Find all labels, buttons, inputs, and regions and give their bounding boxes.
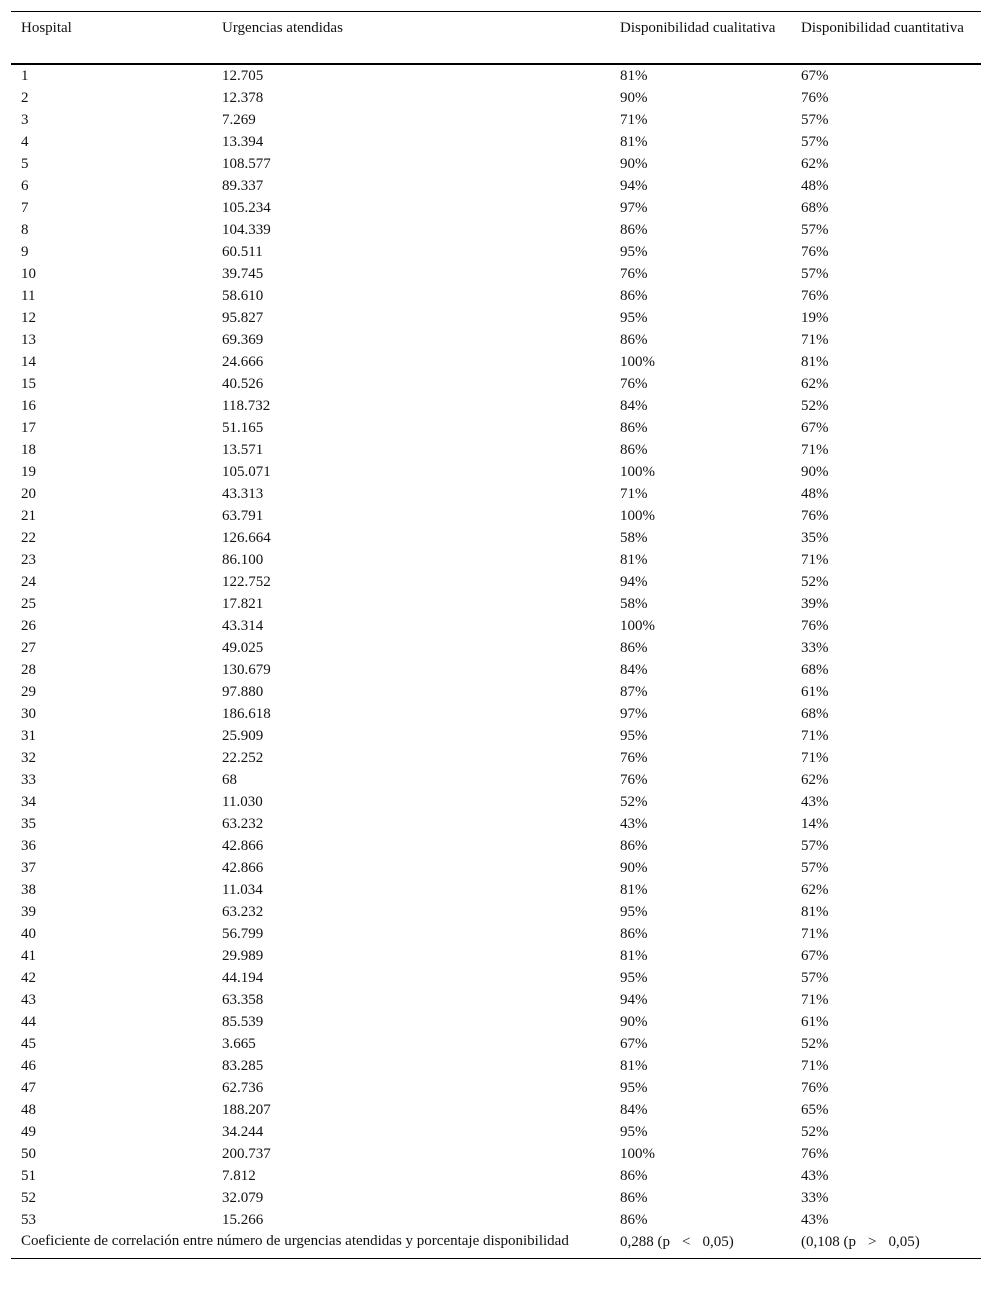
cell-disp-cualitativa: 76% xyxy=(620,771,648,788)
cell-disp-cualitativa: 95% xyxy=(620,903,648,920)
table-row xyxy=(11,175,981,197)
cell-hospital: 9 xyxy=(21,243,29,260)
cell-hospital: 19 xyxy=(21,463,36,480)
cell-urgencias: 105.234 xyxy=(222,199,271,216)
cell-hospital: 3 xyxy=(21,111,29,128)
cell-disp-cuantitativa: 62% xyxy=(801,155,829,172)
cell-urgencias: 130.679 xyxy=(222,661,271,678)
cell-hospital: 30 xyxy=(21,705,36,722)
cell-disp-cuantitativa: 52% xyxy=(801,1123,829,1140)
cell-urgencias: 104.339 xyxy=(222,221,271,238)
table-row xyxy=(11,571,981,593)
cell-urgencias: 43.314 xyxy=(222,617,264,634)
table-row xyxy=(11,1187,981,1209)
cell-hospital: 39 xyxy=(21,903,36,920)
cell-hospital: 41 xyxy=(21,947,36,964)
cell-urgencias: 7.812 xyxy=(222,1167,256,1184)
cell-urgencias: 86.100 xyxy=(222,551,264,568)
cell-hospital: 31 xyxy=(21,727,36,744)
cell-disp-cuantitativa: 76% xyxy=(801,507,829,524)
cell-disp-cuantitativa: 67% xyxy=(801,947,829,964)
cell-disp-cualitativa: 90% xyxy=(620,155,648,172)
table-row xyxy=(11,131,981,153)
cell-disp-cualitativa: 86% xyxy=(620,419,648,436)
table-row xyxy=(11,1055,981,1077)
cell-hospital: 18 xyxy=(21,441,36,458)
cell-urgencias: 13.394 xyxy=(222,133,264,150)
cell-disp-cualitativa: 76% xyxy=(620,749,648,766)
cell-disp-cuantitativa: 71% xyxy=(801,1057,829,1074)
cell-disp-cuantitativa: 81% xyxy=(801,353,829,370)
cell-hospital: 45 xyxy=(21,1035,36,1052)
cell-disp-cualitativa: 86% xyxy=(620,1211,648,1228)
cell-disp-cualitativa: 67% xyxy=(620,1035,648,1052)
cell-disp-cuantitativa: 61% xyxy=(801,683,829,700)
cell-disp-cualitativa: 97% xyxy=(620,705,648,722)
table-row xyxy=(11,901,981,923)
cell-hospital: 14 xyxy=(21,353,36,370)
data-table xyxy=(11,11,981,1259)
table-row xyxy=(11,329,981,351)
table-row xyxy=(11,681,981,703)
table-row xyxy=(11,725,981,747)
cell-disp-cuantitativa: 67% xyxy=(801,419,829,436)
cell-disp-cuantitativa: 52% xyxy=(801,573,829,590)
cell-urgencias: 63.232 xyxy=(222,815,264,832)
cell-urgencias: 29.989 xyxy=(222,947,264,964)
cell-disp-cualitativa: 100% xyxy=(620,507,655,524)
cell-disp-cuantitativa: 71% xyxy=(801,441,829,458)
cell-disp-cualitativa: 71% xyxy=(620,485,648,502)
table-row xyxy=(11,285,981,307)
cell-disp-cuantitativa: 71% xyxy=(801,925,829,942)
cell-hospital: 6 xyxy=(21,177,29,194)
cell-hospital: 51 xyxy=(21,1167,36,1184)
cell-urgencias: 122.752 xyxy=(222,573,271,590)
cell-disp-cualitativa: 90% xyxy=(620,859,648,876)
cell-hospital: 22 xyxy=(21,529,36,546)
cell-disp-cualitativa: 84% xyxy=(620,1101,648,1118)
cell-hospital: 50 xyxy=(21,1145,36,1162)
cell-disp-cuantitativa: 57% xyxy=(801,859,829,876)
cell-disp-cuantitativa: 62% xyxy=(801,771,829,788)
cell-disp-cualitativa: 100% xyxy=(620,1145,655,1162)
cell-hospital: 16 xyxy=(21,397,36,414)
cell-urgencias: 105.071 xyxy=(222,463,271,480)
header-disp-cuantitativa: Disponibilidad cuantitativa xyxy=(791,12,981,64)
cell-disp-cualitativa: 81% xyxy=(620,881,648,898)
table-row xyxy=(11,989,981,1011)
cell-urgencias: 56.799 xyxy=(222,925,264,942)
table-row xyxy=(11,64,981,87)
table-row xyxy=(11,615,981,637)
cell-disp-cuantitativa: 43% xyxy=(801,1211,829,1228)
cell-disp-cuantitativa: 57% xyxy=(801,969,829,986)
cell-urgencias: 17.821 xyxy=(222,595,264,612)
cell-disp-cualitativa: 76% xyxy=(620,375,648,392)
table-row xyxy=(11,659,981,681)
cell-urgencias: 34.244 xyxy=(222,1123,264,1140)
header-row xyxy=(11,12,981,64)
cell-hospital: 2 xyxy=(21,89,29,106)
cell-disp-cualitativa: 86% xyxy=(620,925,648,942)
cell-disp-cuantitativa: 52% xyxy=(801,397,829,414)
cell-disp-cualitativa: 81% xyxy=(620,133,648,150)
correlation-qual xyxy=(610,1231,791,1259)
cell-hospital: 29 xyxy=(21,683,36,700)
cell-urgencias: 83.285 xyxy=(222,1057,264,1074)
cell-disp-cualitativa: 95% xyxy=(620,309,648,326)
cell-disp-cualitativa: 58% xyxy=(620,529,648,546)
table-row xyxy=(11,395,981,417)
cell-urgencias: 186.618 xyxy=(222,705,271,722)
cell-disp-cuantitativa: 43% xyxy=(801,1167,829,1184)
table-row xyxy=(11,263,981,285)
cell-disp-cuantitativa: 68% xyxy=(801,199,829,216)
cell-disp-cualitativa: 97% xyxy=(620,199,648,216)
table-header xyxy=(11,12,981,64)
cell-disp-cualitativa: 90% xyxy=(620,1013,648,1030)
cell-hospital: 49 xyxy=(21,1123,36,1140)
cell-hospital: 36 xyxy=(21,837,36,854)
cell-urgencias: 108.577 xyxy=(222,155,271,172)
table-row xyxy=(11,967,981,989)
table-row xyxy=(11,593,981,615)
cell-urgencias: 68 xyxy=(222,771,237,788)
cell-disp-cualitativa: 58% xyxy=(620,595,648,612)
cell-disp-cualitativa: 87% xyxy=(620,683,648,700)
cell-hospital: 25 xyxy=(21,595,36,612)
cell-hospital: 37 xyxy=(21,859,36,876)
table-body xyxy=(11,64,981,1231)
cell-hospital: 53 xyxy=(21,1211,36,1228)
cell-urgencias: 22.252 xyxy=(222,749,264,766)
cell-disp-cualitativa: 100% xyxy=(620,463,655,480)
header-disp-cualitativa: Disponibilidad cualitativa xyxy=(610,12,791,64)
correlation-quant-operator: > xyxy=(868,1233,877,1250)
cell-disp-cuantitativa: 57% xyxy=(801,133,829,150)
table-row xyxy=(11,373,981,395)
table-row xyxy=(11,879,981,901)
correlation-quant-prefix: (0,108 (p xyxy=(801,1233,856,1250)
cell-urgencias: 188.207 xyxy=(222,1101,271,1118)
cell-disp-cualitativa: 81% xyxy=(620,947,648,964)
cell-disp-cuantitativa: 48% xyxy=(801,177,829,194)
cell-disp-cuantitativa: 76% xyxy=(801,617,829,634)
cell-disp-cuantitativa: 57% xyxy=(801,111,829,128)
cell-urgencias: 40.526 xyxy=(222,375,264,392)
cell-hospital: 13 xyxy=(21,331,36,348)
table-row xyxy=(11,1011,981,1033)
cell-hospital: 8 xyxy=(21,221,29,238)
table-row xyxy=(11,1033,981,1055)
cell-disp-cualitativa: 52% xyxy=(620,793,648,810)
cell-disp-cualitativa: 86% xyxy=(620,837,648,854)
cell-hospital: 34 xyxy=(21,793,36,810)
cell-disp-cuantitativa: 90% xyxy=(801,463,829,480)
cell-disp-cuantitativa: 65% xyxy=(801,1101,829,1118)
cell-disp-cuantitativa: 35% xyxy=(801,529,829,546)
table-row xyxy=(11,483,981,505)
table-row xyxy=(11,1121,981,1143)
table-row xyxy=(11,1099,981,1121)
cell-hospital: 24 xyxy=(21,573,36,590)
cell-hospital: 47 xyxy=(21,1079,36,1096)
cell-hospital: 7 xyxy=(21,199,29,216)
cell-hospital: 42 xyxy=(21,969,36,986)
table-row xyxy=(11,857,981,879)
cell-disp-cuantitativa: 76% xyxy=(801,89,829,106)
cell-disp-cualitativa: 94% xyxy=(620,991,648,1008)
cell-disp-cuantitativa: 61% xyxy=(801,1013,829,1030)
cell-disp-cuantitativa: 76% xyxy=(801,1145,829,1162)
cell-disp-cualitativa: 86% xyxy=(620,331,648,348)
cell-disp-cuantitativa: 71% xyxy=(801,331,829,348)
table-row xyxy=(11,703,981,725)
cell-urgencias: 25.909 xyxy=(222,727,264,744)
cell-disp-cualitativa: 95% xyxy=(620,243,648,260)
cell-urgencias: 60.511 xyxy=(222,243,263,260)
cell-disp-cuantitativa: 33% xyxy=(801,1189,829,1206)
table-row xyxy=(11,219,981,241)
cell-disp-cuantitativa: 68% xyxy=(801,705,829,722)
table-row xyxy=(11,527,981,549)
cell-disp-cualitativa: 43% xyxy=(620,815,648,832)
table-row xyxy=(11,945,981,967)
table-row xyxy=(11,351,981,373)
table-row xyxy=(11,307,981,329)
cell-hospital: 1 xyxy=(21,67,29,84)
cell-disp-cuantitativa: 76% xyxy=(801,287,829,304)
cell-urgencias: 7.269 xyxy=(222,111,256,128)
cell-urgencias: 63.358 xyxy=(222,991,264,1008)
cell-urgencias: 95.827 xyxy=(222,309,264,326)
cell-disp-cualitativa: 86% xyxy=(620,287,648,304)
table-row xyxy=(11,791,981,813)
table-row xyxy=(11,197,981,219)
cell-urgencias: 58.610 xyxy=(222,287,264,304)
table-row xyxy=(11,87,981,109)
cell-urgencias: 42.866 xyxy=(222,837,264,854)
cell-disp-cualitativa: 94% xyxy=(620,177,648,194)
cell-disp-cualitativa: 81% xyxy=(620,1057,648,1074)
cell-disp-cuantitativa: 71% xyxy=(801,991,829,1008)
correlation-qual-operator: < xyxy=(682,1233,691,1250)
cell-disp-cuantitativa: 76% xyxy=(801,1079,829,1096)
table-row xyxy=(11,1165,981,1187)
cell-disp-cuantitativa: 52% xyxy=(801,1035,829,1052)
table-row xyxy=(11,109,981,131)
table-row xyxy=(11,1209,981,1231)
cell-urgencias: 62.736 xyxy=(222,1079,264,1096)
cell-disp-cualitativa: 86% xyxy=(620,441,648,458)
correlation-qual-prefix: 0,288 (p xyxy=(620,1233,670,1250)
cell-disp-cuantitativa: 57% xyxy=(801,265,829,282)
cell-disp-cuantitativa: 71% xyxy=(801,749,829,766)
cell-disp-cualitativa: 81% xyxy=(620,551,648,568)
cell-urgencias: 63.791 xyxy=(222,507,264,524)
cell-hospital: 12 xyxy=(21,309,36,326)
cell-hospital: 43 xyxy=(21,991,36,1008)
cell-hospital: 28 xyxy=(21,661,36,678)
cell-hospital: 35 xyxy=(21,815,36,832)
cell-urgencias: 3.665 xyxy=(222,1035,256,1052)
cell-disp-cualitativa: 86% xyxy=(620,1189,648,1206)
cell-urgencias: 43.313 xyxy=(222,485,264,502)
cell-disp-cuantitativa: 62% xyxy=(801,881,829,898)
correlation-label: Coeficiente de correlación entre número de urgencias atendidas y porcentaje disponibilidad xyxy=(11,1231,610,1259)
cell-urgencias: 118.732 xyxy=(222,397,271,414)
cell-urgencias: 44.194 xyxy=(222,969,264,986)
cell-disp-cuantitativa: 43% xyxy=(801,793,829,810)
table-row xyxy=(11,505,981,527)
cell-disp-cuantitativa: 33% xyxy=(801,639,829,656)
cell-urgencias: 49.025 xyxy=(222,639,264,656)
cell-urgencias: 69.369 xyxy=(222,331,264,348)
cell-disp-cualitativa: 86% xyxy=(620,639,648,656)
header-urgencias: Urgencias atendidas xyxy=(212,12,610,64)
cell-disp-cualitativa: 84% xyxy=(620,661,648,678)
cell-disp-cualitativa: 95% xyxy=(620,969,648,986)
cell-urgencias: 51.165 xyxy=(222,419,264,436)
cell-hospital: 20 xyxy=(21,485,36,502)
cell-disp-cuantitativa: 71% xyxy=(801,727,829,744)
cell-disp-cuantitativa: 14% xyxy=(801,815,829,832)
cell-hospital: 32 xyxy=(21,749,36,766)
cell-hospital: 15 xyxy=(21,375,36,392)
cell-disp-cualitativa: 100% xyxy=(620,617,655,634)
cell-hospital: 46 xyxy=(21,1057,36,1074)
cell-urgencias: 11.034 xyxy=(222,881,263,898)
cell-disp-cuantitativa: 81% xyxy=(801,903,829,920)
table-row xyxy=(11,417,981,439)
table-row xyxy=(11,813,981,835)
cell-disp-cualitativa: 95% xyxy=(620,1079,648,1096)
table-row xyxy=(11,747,981,769)
cell-hospital: 38 xyxy=(21,881,36,898)
cell-urgencias: 12.705 xyxy=(222,67,264,84)
table-row xyxy=(11,769,981,791)
table-row xyxy=(11,153,981,175)
table-row xyxy=(11,923,981,945)
cell-disp-cualitativa: 94% xyxy=(620,573,648,590)
cell-disp-cuantitativa: 67% xyxy=(801,67,829,84)
cell-urgencias: 24.666 xyxy=(222,353,264,370)
cell-hospital: 27 xyxy=(21,639,36,656)
correlation-qual-suffix: 0,05) xyxy=(702,1233,734,1250)
cell-urgencias: 42.866 xyxy=(222,859,264,876)
cell-disp-cualitativa: 81% xyxy=(620,67,648,84)
header-hospital: Hospital xyxy=(11,12,212,64)
cell-disp-cualitativa: 100% xyxy=(620,353,655,370)
cell-disp-cuantitativa: 68% xyxy=(801,661,829,678)
cell-urgencias: 39.745 xyxy=(222,265,264,282)
cell-hospital: 48 xyxy=(21,1101,36,1118)
cell-hospital: 17 xyxy=(21,419,36,436)
cell-urgencias: 13.571 xyxy=(222,441,264,458)
correlation-quant xyxy=(791,1231,981,1259)
cell-hospital: 4 xyxy=(21,133,29,150)
cell-urgencias: 97.880 xyxy=(222,683,264,700)
cell-disp-cualitativa: 84% xyxy=(620,397,648,414)
cell-urgencias: 12.378 xyxy=(222,89,264,106)
cell-urgencias: 63.232 xyxy=(222,903,264,920)
cell-urgencias: 32.079 xyxy=(222,1189,264,1206)
cell-disp-cualitativa: 76% xyxy=(620,265,648,282)
cell-disp-cuantitativa: 62% xyxy=(801,375,829,392)
table-row xyxy=(11,1077,981,1099)
correlation-row xyxy=(11,1231,981,1259)
cell-urgencias: 11.030 xyxy=(222,793,263,810)
cell-urgencias: 15.266 xyxy=(222,1211,264,1228)
cell-hospital: 26 xyxy=(21,617,36,634)
cell-disp-cuantitativa: 76% xyxy=(801,243,829,260)
table-row xyxy=(11,637,981,659)
table-row xyxy=(11,549,981,571)
cell-disp-cualitativa: 95% xyxy=(620,727,648,744)
cell-disp-cuantitativa: 57% xyxy=(801,837,829,854)
cell-hospital: 33 xyxy=(21,771,36,788)
cell-disp-cuantitativa: 19% xyxy=(801,309,829,326)
cell-disp-cuantitativa: 57% xyxy=(801,221,829,238)
cell-disp-cuantitativa: 48% xyxy=(801,485,829,502)
cell-urgencias: 85.539 xyxy=(222,1013,264,1030)
cell-disp-cuantitativa: 39% xyxy=(801,595,829,612)
table-row xyxy=(11,1143,981,1165)
table-row xyxy=(11,835,981,857)
cell-hospital: 21 xyxy=(21,507,36,524)
cell-urgencias: 126.664 xyxy=(222,529,271,546)
cell-hospital: 10 xyxy=(21,265,36,282)
cell-disp-cualitativa: 86% xyxy=(620,1167,648,1184)
cell-disp-cuantitativa: 71% xyxy=(801,551,829,568)
cell-disp-cualitativa: 95% xyxy=(620,1123,648,1140)
cell-hospital: 40 xyxy=(21,925,36,942)
cell-urgencias: 200.737 xyxy=(222,1145,271,1162)
table-row xyxy=(11,439,981,461)
cell-hospital: 52 xyxy=(21,1189,36,1206)
cell-hospital: 11 xyxy=(21,287,36,304)
table-footer xyxy=(11,1231,981,1259)
cell-disp-cualitativa: 90% xyxy=(620,89,648,106)
cell-disp-cualitativa: 71% xyxy=(620,111,648,128)
table-row xyxy=(11,461,981,483)
table-row xyxy=(11,241,981,263)
correlation-quant-suffix: 0,05) xyxy=(888,1233,920,1250)
cell-hospital: 23 xyxy=(21,551,36,568)
cell-hospital: 5 xyxy=(21,155,29,172)
cell-urgencias: 89.337 xyxy=(222,177,264,194)
cell-disp-cualitativa: 86% xyxy=(620,221,648,238)
cell-hospital: 44 xyxy=(21,1013,36,1030)
